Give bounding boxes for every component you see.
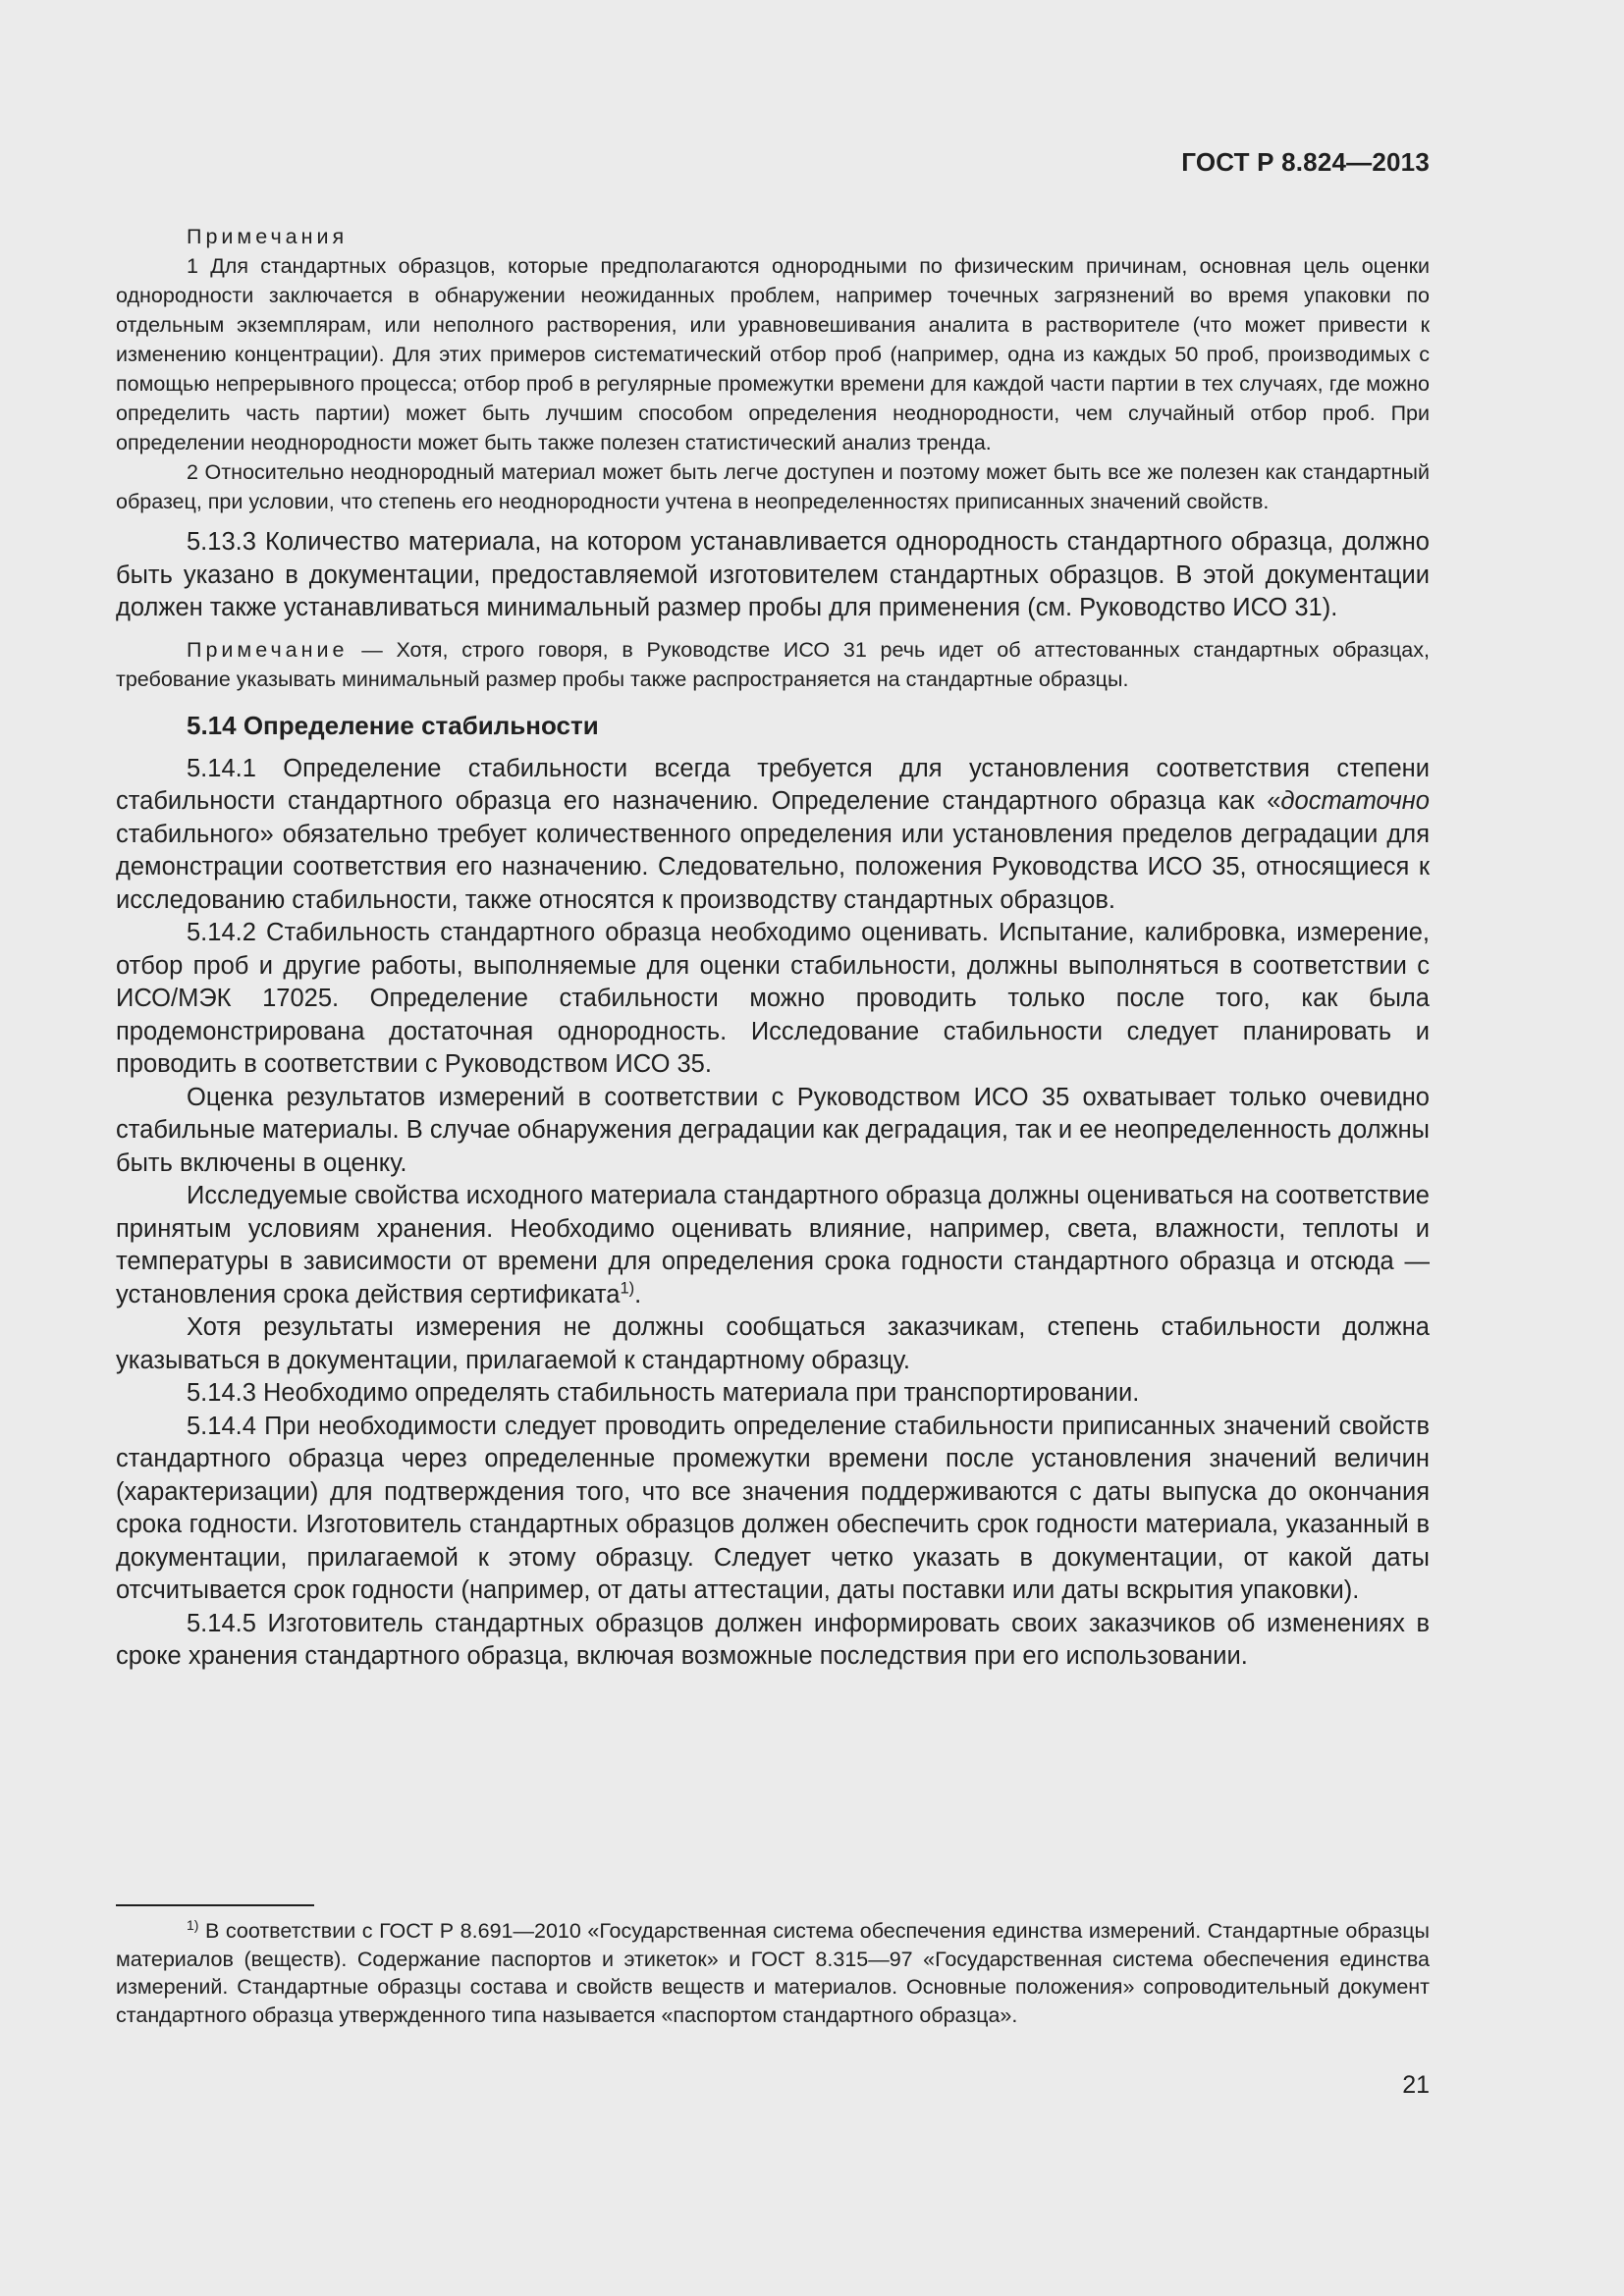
footnote-mark: 1) xyxy=(187,1916,199,1933)
section-heading-5-14: 5.14 Определение стабильности xyxy=(187,710,599,740)
paragraph-5-14-5: 5.14.5 Изготовитель стандартных образцов должен информировать своих заказчиков об изменениях в сроке хранения стандартного образца, включая возможные последствия при его использовании. xyxy=(116,1609,1430,1670)
footnote-divider xyxy=(116,1904,314,1906)
paragraph-5-14-2: 5.14.2 Стабильность стандартного образца необходимо оценивать. Испытание, калибровка, измерение, отбор проб и другие работы, выполняемые для оценки стабильности, должны выполняться в соответствии с ИСО/МЭК 17025. Определение стабильности можно проводить только после того, как была продемонстрирована достаточная однородность. Исследование стабильности следует планировать и проводить в соответствии с Руководством ИСО 35. xyxy=(116,919,1430,1078)
paragraph-5-14-1 xyxy=(116,753,1430,918)
document-header: ГОСТ Р 8.824—2013 xyxy=(1181,147,1430,177)
paragraph-properties-end: . xyxy=(634,1280,642,1308)
note-single xyxy=(116,635,1430,694)
note-1: 1 Для стандартных образцов, которые предполагаются однородными по физическим причинам, основная цель оценки однородности заключается в обнаружении неожиданных проблем, например точечных загрязнений во время упаковки по отдельным экземплярам, или неполного растворения, или уравновешивания аналита в растворителе (что может привести к изменению концентрации). Для этих примеров систематический отбор проб (например, одна из каждых 50 проб, производимых с помощью непрерывного процесса; отбор проб в регулярные промежутки времени для каждой части партии в тех случаях, где можно определить часть партии) может быть лучшим способом определения неоднородности, чем случайный отбор проб. При определении неоднородности может быть также полезен статистический анализ тренда. xyxy=(116,254,1430,454)
footnote xyxy=(116,1917,1430,2029)
paragraph-5-14-3: 5.14.3 Необходимо определять стабильность материала при транспортировании. xyxy=(187,1379,1140,1407)
paragraph-5-14-4: 5.14.4 При необходимости следует проводить определение стабильности приписанных значений свойств стандартного образца через определенные промежутки времени после установления значений величин (характеризации) для подтверждения того, что все значения поддерживаются с даты выпуска до окончания срока годности. Изготовитель стандартных образцов должен обеспечить срок годности материала, указанный в документации, прилагаемой к этому образцу. Следует четко указать в документации, от какой даты отсчитывается срок годности (например, от даты аттестации, даты поставки или даты вскрытия упаковки). xyxy=(116,1412,1430,1604)
paragraph-5-13-3: 5.13.3 Количество материала, на котором устанавливается однородность стандартного образца, должно быть указано в документации, предоставляемой изготовителем стандартных образцов. В этой документации должен также устанавливаться минимальный размер пробы для применения (см. Руководство ИСО 31). xyxy=(116,528,1430,621)
footnote-text: В соответствии с ГОСТ Р 8.691—2010 «Государственная система обеспечения единства измерений. Стандартные образцы материалов (веществ). Содержание паспортов и этикеток» и ГОСТ 8.315—97 «Государственная система обеспечения единства измерений. Стандартные образцы состава и свойств веществ и материалов. Основные положения» сопроводительный документ стандартного образца утвержденного типа называется «паспортом стандартного образца». xyxy=(116,1919,1430,2027)
paragraph-5-14-1-emphasis: достаточно xyxy=(1280,787,1430,815)
paragraph-properties xyxy=(116,1180,1430,1311)
note-2: 2 Относительно неоднородный материал может быть легче доступен и поэтому может быть все же полезен как стандартный образец, при условии, что степень его неоднородности учтена в неопределенностях приписанных значений свойств. xyxy=(116,460,1430,513)
paragraph-properties-text: Исследуемые свойства исходного материала стандартного образца должны оцениваться на соответствие принятым условиям хранения. Необходимо оценивать влияние, например, света, влажности, теплоты и температуры в зависимости от времени для определения срока годности стандартного образца и отсюда — установления срока действия сертификата xyxy=(116,1182,1430,1308)
page-number: 21 xyxy=(1402,2071,1430,2099)
paragraph-5-14-1-part-a: 5.14.1 Определение стабильности всегда требуется для установления соответствия степени стабильности стандартного образца его назначению. Определение стандартного образца как « xyxy=(116,754,1430,815)
notes-title: Примечания xyxy=(187,225,349,248)
note-text: — Хотя, строго говоря, в Руководстве ИСО 31 речь идет об аттестованных стандартных образцах, требование указывать минимальный размер пробы также распространяется на стандартные образцы. xyxy=(116,637,1430,691)
footnote-reference: 1) xyxy=(620,1278,635,1297)
paragraph-evaluation: Оценка результатов измерений в соответствии с Руководством ИСО 35 охватывает только очевидно стабильные материалы. В случае обнаружения деградации как деградация, так и ее неопределенность должны быть включены в оценку. xyxy=(116,1083,1431,1177)
paragraph-results: Хотя результаты измерения не должны сообщаться заказчикам, степень стабильности должна указываться в документации, прилагаемой к стандартному образцу. xyxy=(116,1313,1430,1374)
paragraph-5-14-1-part-b: стабильного» обязательно требует количественного определения или установления пределов деградации для демонстрации соответствия его назначению. Следовательно, положения Руководства ИСО 35, относящиеся к исследованию стабильности, также относятся к производству стандартных образцов. xyxy=(116,820,1430,914)
page-content xyxy=(116,222,1430,1674)
note-label: Примечание xyxy=(187,637,349,662)
